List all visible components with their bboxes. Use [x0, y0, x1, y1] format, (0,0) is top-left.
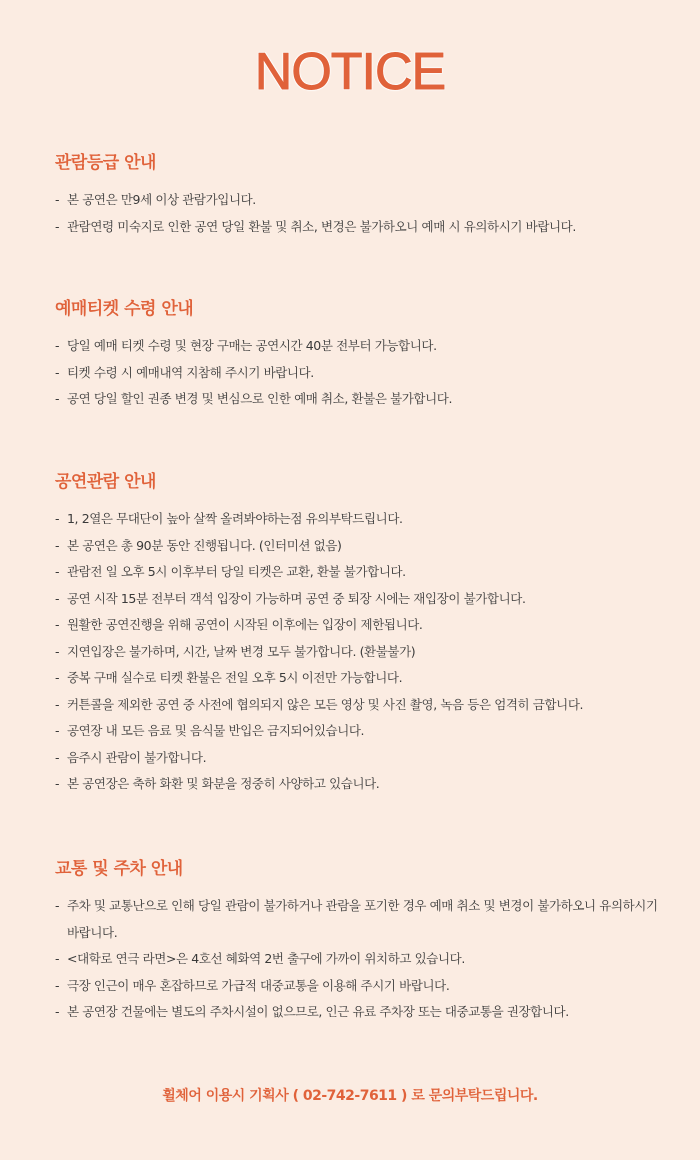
list-item: - 본 공연은 총 90분 동안 진행됩니다. (인터미션 없음): [55, 537, 342, 553]
list-item: - 음주시 관람이 불가합니다.: [55, 749, 207, 765]
list-item: - 공연 당일 할인 권종 변경 및 변심으로 인한 예매 취소, 환불은 불가합니다.: [55, 391, 453, 406]
notice-list: [55, 333, 665, 413]
list-item: - 극장 인근이 매우 혼잡하므로 가급적 대중교통을 이용해 주시기 바랍니다.: [55, 977, 450, 993]
list-item: - 원활한 공연진행을 위해 공연이 시작된 이후에는 입장이 제한됩니다.: [55, 617, 423, 632]
list-item: - <대학로 연극 라면>은 4호선 혜화역 2번 출구에 가까이 위치하고 있습니다.: [55, 951, 465, 966]
list-item: - 커튼콜을 제외한 공연 중 사전에 협의되지 않은 모든 영상 및 사진 촬영, 녹음 등은 엄격히 금합니다.: [55, 696, 584, 712]
list-item: - 본 공연은 만9세 이상 관람가입니다.: [55, 192, 256, 207]
section-transport: [55, 854, 665, 1026]
list-item: - 공연장 내 모든 음료 및 음식물 반입은 금지되어있습니다.: [55, 723, 365, 738]
list-item: - 주차 및 교통난으로 인해 당일 관람이 불가하거나 관람을 포기한 경우 예매 취소 및 변경이 불가하오니 유의하시기 바랍니다.: [55, 898, 658, 940]
section-heading: 관람등급 안내: [55, 153, 156, 173]
section-rating: [55, 148, 665, 240]
list-item: - 공연 시작 15분 전부터 객석 입장이 가능하며 공연 중 퇴장 시에는 재입장이 불가합니다.: [55, 590, 526, 606]
list-item: - 당일 예매 티켓 수령 및 현장 구매는 공연시간 40분 전부터 가능합니다.: [55, 338, 437, 353]
list-item: - 지연입장은 불가하며, 시간, 날짜 변경 모두 불가합니다. (환불불가): [55, 643, 416, 659]
wheelchair-contact-note: 휠체어 이용시 기획사 ( 02-742-7611 ) 로 문의부탁드립니다.: [162, 1088, 538, 1104]
section-viewing: [55, 467, 665, 798]
section-heading: 예매티켓 수령 안내: [55, 299, 194, 319]
list-item: - 본 공연장 건물에는 별도의 주차시설이 없으므로, 인근 유료 주차장 또는 대중교통을 권장합니다.: [55, 1004, 569, 1019]
list-item: - 관람전 일 오후 5시 이후부터 당일 티켓은 교환, 환불 불가합니다.: [55, 564, 406, 579]
section-heading: 교통 및 주차 안내: [55, 859, 183, 879]
section-ticket: [55, 294, 665, 413]
notice-list: [55, 506, 665, 798]
list-item: - 1, 2열은 무대단이 높아 살짝 올려봐야하는점 유의부탁드립니다.: [55, 511, 403, 526]
section-heading: 공연관람 안내: [55, 472, 156, 492]
notice-list: [55, 187, 665, 240]
list-item: - 본 공연장은 축하 화환 및 화분을 정중히 사양하고 있습니다.: [55, 776, 380, 791]
list-item: - 중복 구매 실수로 티켓 환불은 전일 오후 5시 이전만 가능합니다.: [55, 670, 403, 685]
page-title: NOTICE: [254, 43, 446, 101]
list-item: - 티켓 수령 시 예매내역 지참해 주시기 바랍니다.: [55, 364, 314, 380]
notice-list: [55, 893, 665, 1026]
list-item: - 관람연령 미숙지로 인한 공연 당일 환불 및 취소, 변경은 불가하오니 예매 시 유의하시기 바랍니다.: [55, 218, 576, 234]
